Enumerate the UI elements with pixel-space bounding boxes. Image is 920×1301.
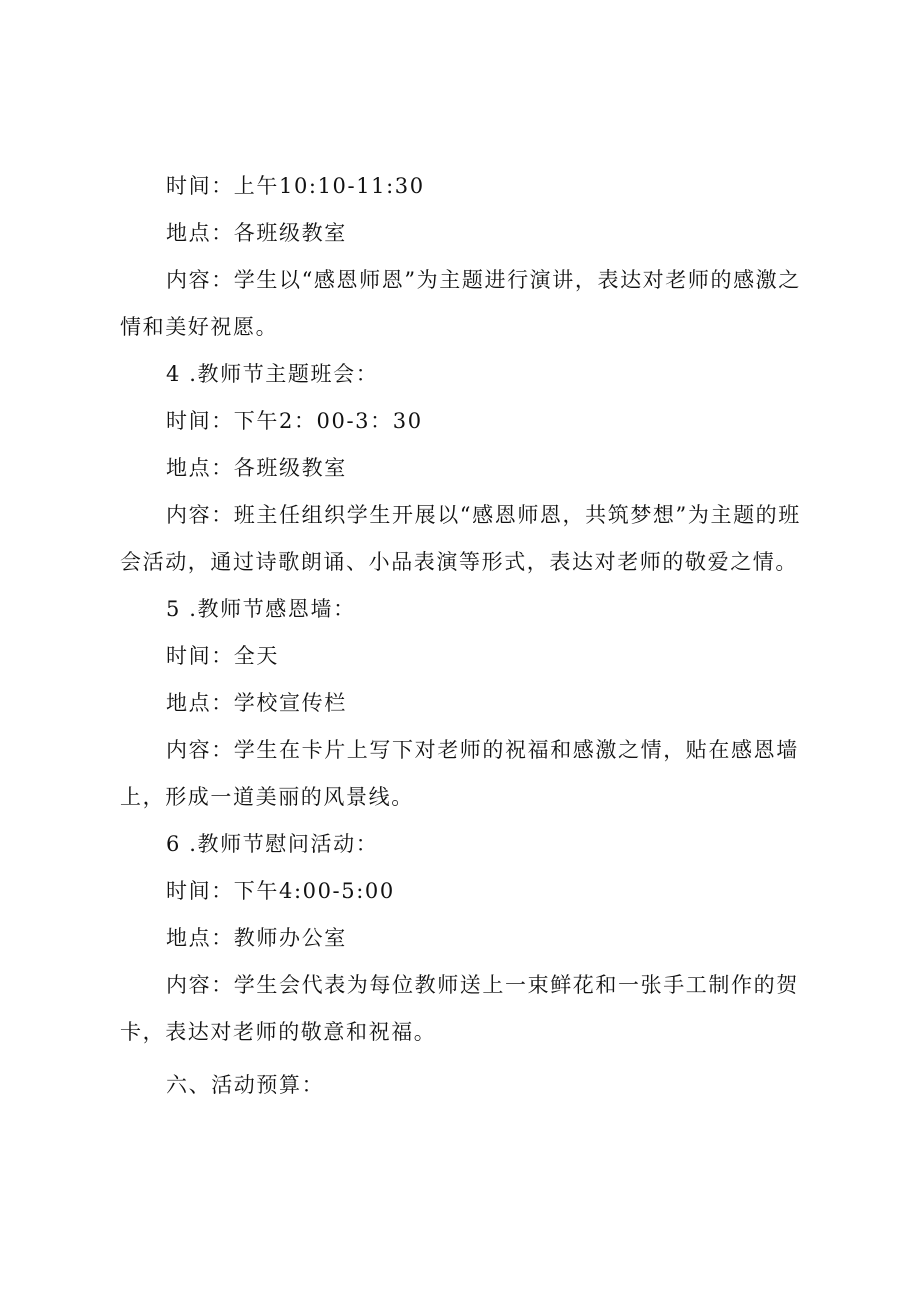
document-body: [120, 163, 812, 1109]
paragraph-time-class-meeting: 时间：下午2：00-3：30: [166, 409, 423, 433]
paragraph-content-gratitude-wall: 内容：学生在卡片上写下对老师的祝福和感激之情，贴在感恩墙上，形成一道美丽的风景线。: [120, 738, 799, 809]
paragraph-content-speech: 内容：学生以“感恩师恩”为主题进行演讲，表达对老师的感激之情和美好祝愿。: [120, 268, 801, 339]
paragraph-content-visit-activity: 内容：学生会代表为每位教师送上一束鲜花和一张手工制作的贺卡，表达对老师的敬意和祝福。: [120, 973, 799, 1044]
paragraph-time-gratitude-wall: 时间：全天: [166, 644, 279, 668]
paragraph-time-visit-activity: 时间：下午4:00-5:00: [166, 879, 395, 903]
section-heading-gratitude-wall: 5 .教师节感恩墙：: [166, 597, 356, 621]
section-heading-class-meeting: 4 .教师节主题班会：: [166, 362, 379, 386]
paragraph-location-class-meeting: 地点：各班级教室: [166, 456, 347, 480]
paragraph-location-gratitude-wall: 地点：学校宣传栏: [166, 691, 347, 715]
section-heading-visit-activity: 6 .教师节慰问活动：: [166, 832, 379, 856]
paragraph-time-speech: 时间：上午10:10-11:30: [166, 174, 425, 198]
paragraph-content-class-meeting: 内容：班主任组织学生开展以“感恩师恩，共筑梦想”为主题的班会活动，通过诗歌朗诵、小品表演等形式，表达对老师的敬爱之情。: [120, 503, 801, 574]
paragraph-location-speech: 地点：各班级教室: [166, 221, 347, 245]
section-heading-budget: 六、活动预算：: [166, 1073, 325, 1097]
paragraph-location-visit-activity: 地点：教师办公室: [166, 926, 347, 950]
